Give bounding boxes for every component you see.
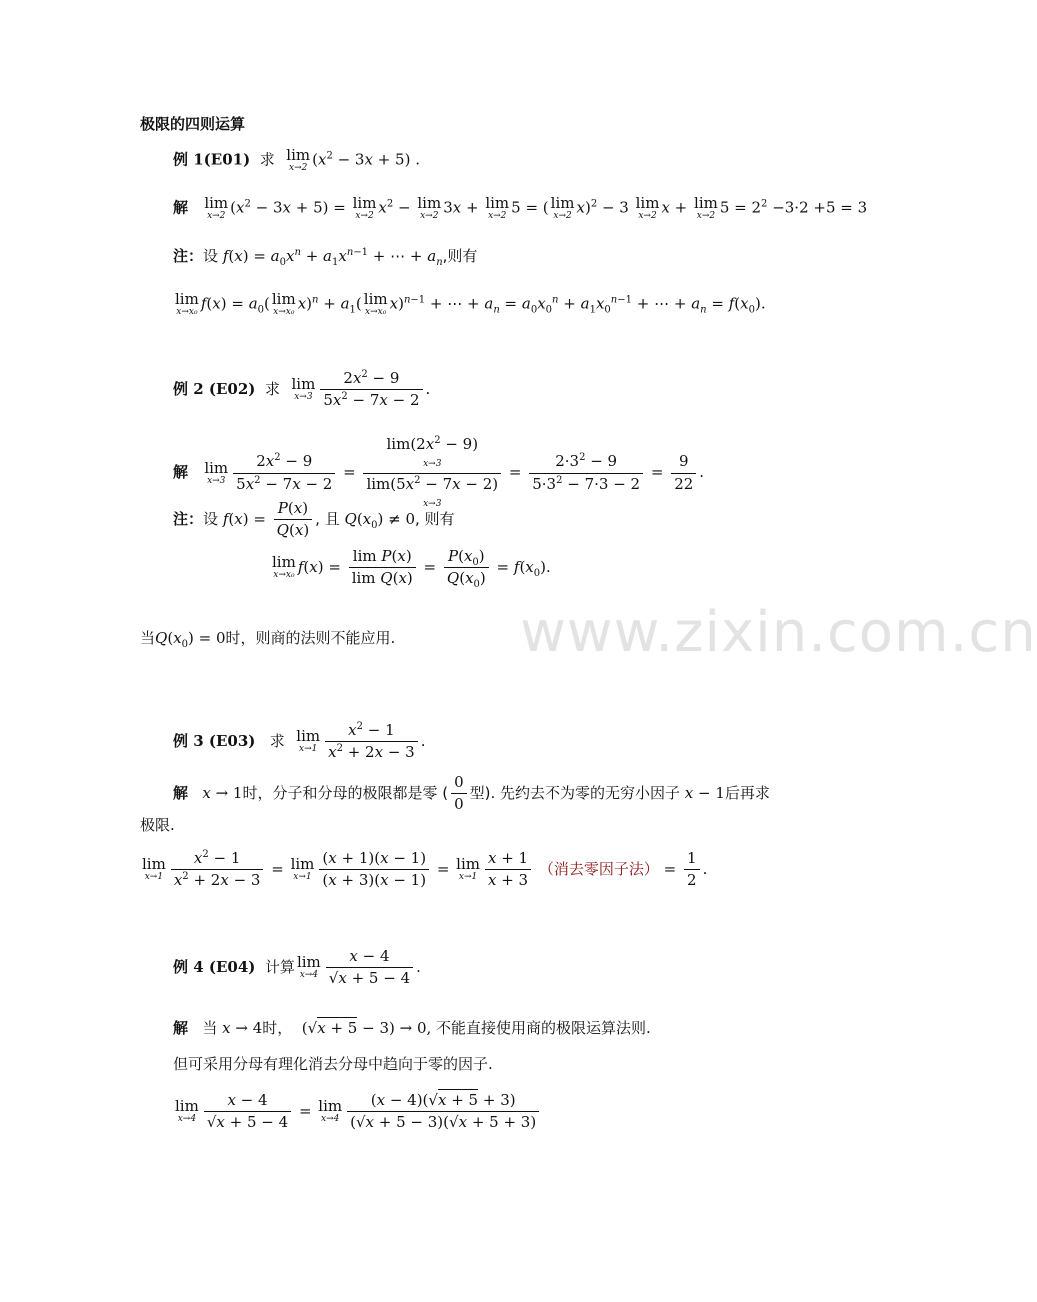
- ex1-question: 例 1(E01) 求 lim x→2 $(x^2 - 3x + 5)$ .: [173, 146, 420, 173]
- ex2-note-formula: lim x→x₀ f(x) = $\frac{\text{lim P(x)}}{\text{lim Q(x)}}$ = $\frac{P(x_0)}{Q(x_0)}$ = $f(x_0)$.: [272, 547, 551, 591]
- ex2-note: 注：设 f(x) = $\frac{P(x)}{Q(x)}$ , 且 $Q(x_0) \ne 0$, 则有: [173, 499, 455, 540]
- ex2-note-cond: , 且: [315, 509, 340, 528]
- ex4-solution: 解 当 x → 4时， (√x + 5 − 3) → 0, 不能直接使用商的极限运算法则.: [173, 1019, 651, 1037]
- ex2-note-text: 设: [203, 509, 219, 528]
- ex4-sol-line-2: 但可采用分母有理化消去分母中趋向于零的因子.: [173, 1055, 493, 1073]
- ex3-formula: lim x→1 $\frac{x^2 - 1}{x^2 + 2x - 3}$ = lim x→1 $\frac{(x + 1)(x - 1)}{(x + 3)(x - 1)}$ = lim x→1 $\frac{x + 1}{x + 3}$ （消去零因子法） = $\frac{1}{2}$ .: [142, 849, 708, 890]
- ex2-note-then: , 则有: [415, 509, 455, 528]
- ex4-solution-label: 解: [173, 1019, 189, 1037]
- ex3-sol-text-4: 极限.: [140, 816, 175, 834]
- ex1-note-label: 注：: [173, 247, 204, 265]
- ex4-sol-text-3: 不能直接使用商的极限运算法则.: [436, 1019, 651, 1037]
- ex1-note-text: 设: [203, 247, 219, 265]
- ex4-formula: lim x→4 $\frac{x - 4}{√x + 5 - 4}$ = lim x→4 $\frac{(x - 4)(√x + 5 + 3)}{(√x + 5 - 3)(√x + 5 + 3)}$: [173, 1092, 542, 1132]
- watermark: www.zixin.com.cn: [520, 600, 1037, 665]
- ex4-label: 例 4 (E04): [173, 957, 256, 976]
- ex2-ask: 求: [264, 379, 280, 398]
- ex1-solution-label: 解: [173, 198, 189, 217]
- ex3-ask: 求: [269, 731, 285, 750]
- ex3-solution-label: 解: [173, 783, 189, 802]
- ex1-note-then: ,则有: [442, 247, 478, 265]
- ex3-method: （消去零因子法）: [538, 859, 659, 878]
- ex2-solution-label: 解: [173, 463, 189, 481]
- ex3-sol-text-3: 后再求: [724, 783, 770, 802]
- ex2-label: 例 2 (E02): [173, 379, 256, 398]
- ex3-question: 例 3 (E03) 求 lim x→1 $\frac{x^2 - 1}{x^2 + 2x - 3}$ .: [173, 721, 426, 762]
- section-title: 极限的四则运算: [140, 115, 246, 133]
- ex2-question: 例 2 (E02) 求 lim x→3 $\frac{2x^2 - 9}{5x^2 - 7x - 2}$ .: [173, 369, 431, 410]
- ex4-sol-text-1: 当: [202, 1019, 218, 1037]
- ex1-solution: 解 lim x→2 $(x^2 - 3x + 5)$ = lim x→2 $x^2$ − lim x→2 3x + lim x→2 5 = ( lim x→2 x)$^2$ − 3 lim x→2 x + lim x→2 $5 = 2^2 -3\cdot 2 +5 = 3$: [173, 194, 868, 221]
- ex1-ask: 求: [259, 150, 275, 169]
- ex4-sol-text-2: 时，: [262, 1019, 293, 1037]
- ex2-remark-post: 时，则商的法则不能应用.: [225, 629, 396, 647]
- ex2-remark-pre: 当: [140, 629, 156, 647]
- ex3-sol-text-1: 时，分子和分母的极限都是零 (: [242, 783, 449, 802]
- ex2-note-label: 注：: [173, 509, 204, 528]
- ex3-solution: 解 x → 1时，分子和分母的极限都是零 ( $\frac{0}{0}$ 型). 先约去不为零的无穷小因子 x − 1后再求: [173, 773, 770, 814]
- ex4-question: 例 4 (E04) 计算 lim x→4 $\frac{x - 4}{√x + 5 - 4}$ .: [173, 947, 421, 988]
- ex3-sol-text-2: 型). 先约去不为零的无穷小因子: [469, 783, 681, 802]
- ex1-note-formula: lim x→x₀ $f(x) = a_0$( lim x→x₀ $x)^n + a_1$( lim x→x₀ x)$^{n-1}$ + ⋯ + $a_n = a_0x_0^n + a_1x_0^{n-1}$ + ⋯ + $a_n = f(x_0)$.: [175, 290, 766, 317]
- ex1-note: 注：设 $f(x) = a_0x^n + a_1x^{n-1}$ + ⋯ + $a_n$,则有: [173, 247, 478, 268]
- ex3-label: 例 3 (E03): [173, 731, 256, 750]
- ex1-label: 例 1(E01): [173, 150, 251, 169]
- ex4-ask: 计算: [264, 957, 295, 976]
- ex2-remark: 当$Q(x_0) = 0$时，则商的法则不能应用.: [140, 629, 396, 650]
- ex2-solution: 解 lim x→3 $\frac{2x^2 - 9}{5x^2 - 7x - 2}$ = $\lim(2x^2 - 9)$ x→3 $\lim(5x^2 - 7x - 2)$ x→3 = $\frac{2\cdot 3^2 - 9}{5\cdot 3^2 - 7\cdot 3 - 2}$ = $\frac{9}{22}$ .: [173, 435, 705, 509]
